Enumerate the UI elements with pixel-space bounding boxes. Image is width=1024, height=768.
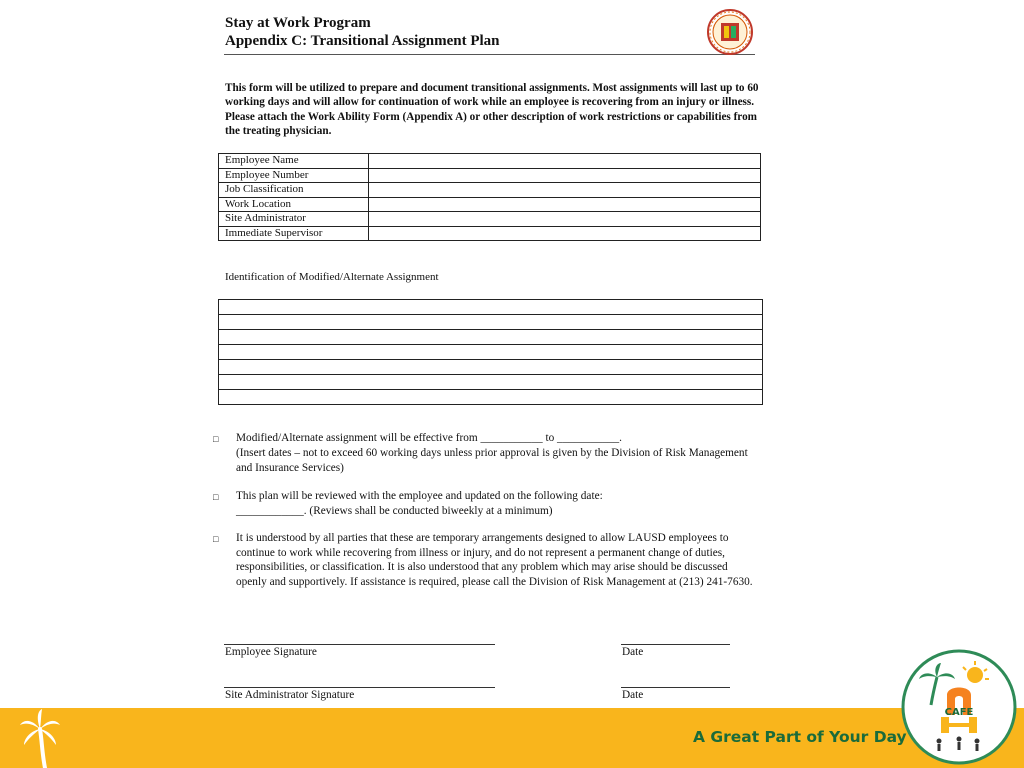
- job-classification-field[interactable]: [369, 183, 761, 198]
- assignment-line[interactable]: [219, 390, 762, 404]
- footer-tagline: A Great Part of Your Day: [693, 728, 907, 746]
- work-location-field[interactable]: [369, 197, 761, 212]
- employee-number-label: Employee Number: [219, 168, 369, 183]
- review-date-text: This plan will be reviewed with the employee and updated on the following date:: [236, 490, 603, 502]
- table-row: [219, 154, 761, 169]
- assignment-line[interactable]: [219, 375, 762, 390]
- district-seal-icon: [707, 9, 753, 55]
- program-title: Stay at Work Program: [225, 15, 371, 31]
- header-divider: [224, 54, 755, 55]
- employee-date-line[interactable]: [621, 644, 730, 645]
- assignment-line[interactable]: [219, 315, 762, 330]
- assignment-line[interactable]: [219, 330, 762, 345]
- palm-tree-icon: [18, 709, 62, 768]
- employee-number-field[interactable]: [369, 168, 761, 183]
- appendix-title: Appendix C: Transitional Assignment Plan: [225, 33, 500, 49]
- checkbox-effective-dates[interactable]: □: [213, 434, 219, 444]
- checkbox-review-date[interactable]: □: [213, 492, 219, 502]
- effective-dates-note: (Insert dates – not to exceed 60 working days unless prior approval is given by the Division of Risk Management and Insurance Services): [236, 447, 748, 474]
- table-row: [219, 183, 761, 198]
- work-location-label: Work Location: [219, 197, 369, 212]
- admin-date-line[interactable]: [621, 687, 730, 688]
- job-classification-label: Job Classification: [219, 183, 369, 198]
- admin-signature-label: Site Administrator Signature: [225, 689, 355, 701]
- immediate-supervisor-label: Immediate Supervisor: [219, 226, 369, 241]
- intro-paragraph: This form will be utilized to prepare and document transitional assignments. Most assignments will last up to 60 working days and will allow for continuation of work while an employee is recovering from an injury or illness. Please attach the Work Ability Form (Appendix A) or other description of work restrictions or capabilities from the treating physician.: [225, 82, 759, 138]
- employee-name-label: Employee Name: [219, 154, 369, 169]
- admin-signature-line[interactable]: [224, 687, 495, 688]
- cafe-logo-icon: [901, 649, 1017, 765]
- site-administrator-field[interactable]: [369, 212, 761, 227]
- cafe-logo-text: CAFE: [944, 707, 974, 718]
- employee-signature-line[interactable]: [224, 644, 495, 645]
- assignment-line[interactable]: [219, 300, 762, 315]
- employee-name-field[interactable]: [369, 154, 761, 169]
- review-date-note: ____________. (Reviews shall be conducted biweekly at a minimum): [236, 505, 553, 517]
- employee-date-label: Date: [622, 646, 644, 658]
- admin-date-label: Date: [622, 689, 644, 701]
- table-row: [219, 212, 761, 227]
- assignment-identification-label: Identification of Modified/Alternate Assignment: [225, 271, 439, 283]
- understanding-text: It is understood by all parties that these are temporary arrangements designed to allow LAUSD employees to continue to work while recovering from illness or injury, and do not represent a permanent change of duties, responsibilities, or classification. It is also understood that any problem which may arise should be discussed openly and supportively. If assistance is required, please call the Division of Risk Management at (213) 241-7630.: [236, 532, 753, 588]
- employee-signature-label: Employee Signature: [225, 646, 317, 658]
- employee-info-table: [218, 153, 761, 241]
- assignment-identification-box[interactable]: [218, 299, 763, 405]
- table-row: [219, 197, 761, 212]
- immediate-supervisor-field[interactable]: [369, 226, 761, 241]
- checkbox-understanding[interactable]: □: [213, 534, 219, 544]
- assignment-line[interactable]: [219, 360, 762, 375]
- effective-dates-text: Modified/Alternate assignment will be effective from ___________ to ___________.: [236, 432, 623, 444]
- assignment-line[interactable]: [219, 345, 762, 360]
- site-administrator-label: Site Administrator: [219, 212, 369, 227]
- table-row: [219, 168, 761, 183]
- table-row: [219, 226, 761, 241]
